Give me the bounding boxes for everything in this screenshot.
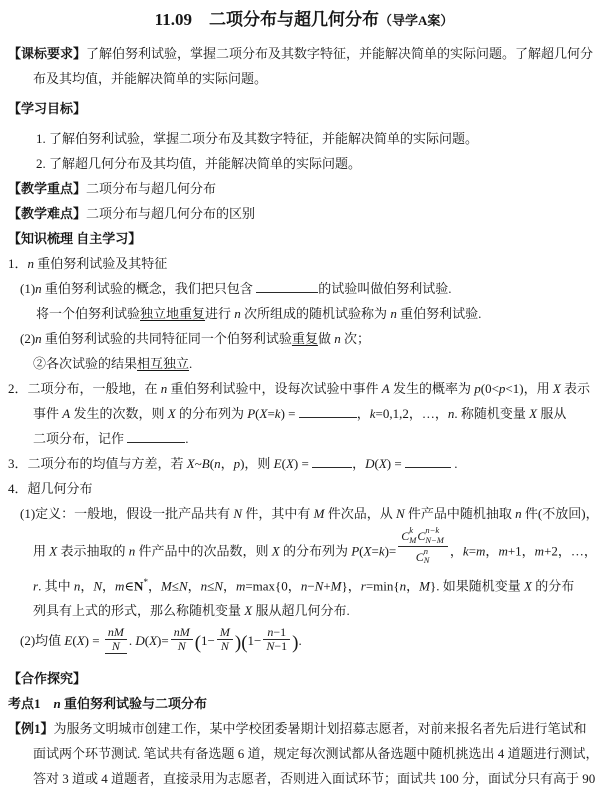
text-run: N (233, 506, 243, 521)
text-run: ∈ (124, 577, 135, 593)
text-run: ， (80, 577, 94, 593)
doc-line (0, 41, 608, 66)
text-run: +2，…， (544, 543, 597, 559)
text-run: . (450, 456, 458, 471)
sup-sub-stack (425, 526, 444, 546)
doc-line (0, 201, 608, 226)
fraction-numerator (171, 626, 193, 640)
text-run: 布及其均值，并能解决简单的实际问题。 (33, 71, 268, 86)
text-run: 的试验叫做伯努利试验. (318, 281, 452, 296)
text-run: X (259, 406, 268, 421)
text-run: 件次品，从 (324, 506, 396, 521)
text-run: C (415, 549, 424, 564)
doc-line (0, 126, 608, 151)
text-run: 服从 (537, 406, 567, 421)
text-run: r (33, 577, 39, 593)
doc-line (0, 598, 608, 623)
text-run: n (234, 306, 241, 321)
text-run: 二项分布与超几何分布 (208, 10, 379, 29)
doc-line (0, 741, 608, 766)
text-run: P (247, 406, 256, 421)
text-run: 发生的概率为 (389, 381, 475, 396)
text-run: 进行 (205, 306, 235, 321)
text-run: M (313, 506, 325, 521)
text-run: m (115, 577, 125, 593)
text-run: . 称随机变量 (454, 406, 530, 421)
text-run: nM (107, 624, 124, 639)
text-run: p (474, 381, 481, 396)
text-run: 2. 了解超几何分布及其均值，并能解决简单的实际问题。 (36, 156, 362, 171)
doc-line (0, 526, 608, 570)
fraction-numerator (263, 626, 290, 640)
text-run: ( (374, 456, 379, 471)
text-run: <1)，用 (505, 381, 553, 396)
text-run: n (447, 406, 455, 421)
fill-blank (299, 403, 357, 418)
text-run: 服从超几何分布. (252, 602, 350, 618)
text-run: 1− (247, 632, 262, 648)
text-run: 表示抽取的 (57, 543, 129, 559)
text-run: − (307, 577, 315, 593)
text-run: 2．二项分布，一般地，在 (8, 381, 161, 396)
doc-line (0, 96, 608, 121)
text-run: 列具有上式的形式，那么称随机变量 (33, 602, 245, 618)
fraction-denominator (398, 547, 448, 567)
doc-line (0, 251, 608, 276)
text-run: n (128, 543, 136, 559)
fill-blank (127, 428, 185, 443)
doc-line (0, 226, 608, 251)
text-run: nM (173, 624, 190, 639)
text-run: 【学习目标】 (8, 101, 87, 116)
subscript: M (409, 534, 417, 545)
text-run: −1 (273, 624, 287, 639)
fraction-denominator (263, 640, 290, 653)
text-run: 的分布 (531, 577, 575, 593)
text-run: 件(不放回)， (521, 506, 599, 521)
text-run: −1 (274, 638, 288, 653)
text-run (192, 10, 209, 29)
text-run: k (274, 406, 281, 421)
text-run: n (300, 577, 308, 593)
text-run: . (185, 431, 189, 446)
text-run: E (273, 456, 282, 471)
text-run: ≤ (207, 577, 215, 593)
text-run: ( (144, 632, 150, 648)
fraction (398, 526, 448, 566)
text-run: ( (281, 456, 286, 471)
text-run: 二项分布与超几何分布的区别 (86, 206, 256, 221)
fraction (217, 626, 233, 653)
text-run: 1− (201, 632, 215, 648)
text-run: =max{0， (245, 577, 301, 593)
text-run: 用 (33, 543, 50, 559)
text-run: 重伯努利试验中，设每次试验中事件 (167, 381, 382, 396)
text-run: X (523, 577, 532, 593)
text-run: n (73, 577, 81, 593)
doc-line (0, 376, 608, 401)
big-paren: ) (234, 632, 242, 654)
text-run: . (189, 356, 193, 371)
text-run: = (371, 543, 379, 559)
text-run: 重伯努利试验. (396, 306, 482, 321)
text-run: A (381, 381, 390, 396)
fraction-denominator (217, 640, 233, 653)
text-run: X (529, 406, 538, 421)
text-run: 件产品中随机抽取 (404, 506, 516, 521)
text-run: )= (384, 543, 397, 559)
text-run: N (93, 577, 103, 593)
text-run: 【例1】 (8, 721, 54, 737)
text-run: ) = (386, 456, 405, 471)
text-run: X (285, 456, 294, 471)
doc-line (0, 623, 608, 662)
text-run: D (365, 456, 375, 471)
text-run: 做 (317, 331, 335, 346)
text-run: N (314, 577, 324, 593)
text-run: . 其中 (38, 577, 74, 593)
text-run: 表示 (560, 381, 591, 396)
text-run: ， (102, 577, 116, 593)
text-run: N (177, 638, 186, 653)
text-run: X (167, 406, 176, 421)
text-run: (1) (20, 281, 36, 296)
fraction-denominator (105, 640, 127, 654)
text-run: k (462, 543, 469, 559)
text-run: 考点1 (8, 696, 54, 712)
text-run: D (135, 632, 145, 648)
text-run: 3．二项分布的均值与方差，若 (8, 456, 187, 471)
text-run: ) = (280, 406, 299, 421)
text-run: 二项分布，记作 (33, 431, 128, 446)
text-run: N (178, 577, 188, 593)
text-run: 1． (8, 256, 28, 271)
big-paren: ( (241, 632, 248, 654)
text-run: . (128, 632, 136, 648)
text-run: X (76, 632, 85, 648)
text-run: X (244, 602, 253, 618)
text-run: M (419, 577, 430, 593)
text-run: N (111, 638, 120, 653)
text-run: X (552, 381, 561, 396)
text-run: 二项分布与超几何分布 (86, 181, 217, 196)
text-run: }. 如果随机变量 (429, 577, 524, 593)
text-run: 发生的次数，则 (70, 406, 168, 421)
text-run: ， (187, 577, 201, 593)
text-run: P (351, 543, 360, 559)
text-run: 了解伯努利试验，掌握二项分布及其数字特征，并能解决简单的实际问题。了解超几何分 (86, 46, 594, 61)
text-run: 独立地重复 (140, 306, 206, 321)
text-run: =min{ (365, 577, 400, 593)
text-run: m (498, 543, 508, 559)
text-run: 为服务文明城市创建工作，某中学校团委暑期计划招募志愿者，对前来报名者先后进行笔试和 (53, 721, 587, 737)
text-run: k (378, 543, 385, 559)
fill-blank (256, 278, 318, 293)
text-run: 相互独立 (137, 356, 190, 371)
text-run: N (214, 577, 223, 593)
text-run: + (323, 577, 331, 593)
text-run: 事件 (33, 406, 63, 421)
doc-line (0, 570, 608, 598)
text-run: )，则 (240, 456, 274, 471)
doc-line (0, 351, 608, 376)
text-run: 将一个伯努利试验 (36, 306, 141, 321)
text-run: ， (222, 577, 236, 593)
text-run: X (186, 456, 195, 471)
fraction (263, 626, 290, 653)
text-run: 件产品中的次品数，则 (135, 543, 272, 559)
doc-line (0, 716, 608, 741)
text-run: C (401, 529, 410, 544)
superscript: n−k (425, 525, 440, 535)
text-run: 重复 (291, 331, 318, 346)
text-run: n (35, 331, 42, 346)
text-run: ( (255, 406, 260, 421)
text-run: ) = (293, 456, 313, 471)
fraction-numerator (105, 626, 127, 640)
text-run: 4．超几何分布 (8, 481, 93, 496)
text-run: 重伯努利试验的概念，我们把只包含 (41, 281, 257, 296)
text-run: ， (220, 456, 234, 471)
page-title (0, 4, 608, 41)
fill-blank (405, 453, 451, 468)
superscript: * (143, 576, 148, 587)
text-run: n (390, 306, 397, 321)
doc-line (0, 276, 608, 301)
doc-line (0, 301, 608, 326)
text-run: X (378, 456, 387, 471)
text-run: 重伯努利试验的共同特征同一个伯努利试验 (41, 331, 292, 346)
text-run: 1. 了解伯努利试验，掌握二项分布及其数字特征，并能解决简单的实际问题。 (36, 131, 479, 146)
big-paren: ( (194, 632, 202, 654)
superscript: n (423, 545, 428, 556)
text-run: n (267, 624, 274, 639)
text-run: )= (157, 632, 169, 648)
text-run: ， (356, 406, 370, 421)
text-run: C (417, 529, 426, 544)
text-run: ( (72, 632, 77, 648)
text-run: ， (449, 543, 463, 559)
text-run: k (369, 406, 376, 421)
fill-blank (312, 453, 352, 468)
sup-sub-stack (424, 547, 430, 567)
text-run: ( (359, 543, 364, 559)
doc-line (0, 691, 608, 716)
doc-line (0, 401, 608, 426)
text-run: 【知识梳理 自主学习】 (8, 231, 142, 246)
text-run: 件，其中有 (242, 506, 314, 521)
text-run: 【合作探究】 (8, 671, 87, 687)
text-run: A (62, 406, 71, 421)
text-run: n (200, 577, 208, 593)
text-run: ②各次试验的结果 (33, 356, 138, 371)
text-run: =0,1,2，…， (375, 406, 448, 421)
text-run: n (53, 696, 61, 712)
text-run: ~ (194, 456, 202, 471)
text-run: 重伯努利试验与二项分布 (60, 696, 208, 712)
big-paren: ) (292, 632, 299, 654)
doc-line (0, 451, 608, 476)
text-run: p (233, 456, 241, 471)
text-run: 【教学难点】 (8, 206, 87, 221)
text-run: (1)定义：一般地，假设一批产品共有 (20, 506, 234, 521)
doc-line (0, 501, 608, 526)
text-run: = (468, 543, 477, 559)
text-run: . (298, 632, 302, 648)
doc-line (0, 151, 608, 176)
text-run: }， (341, 577, 361, 593)
text-run: X (49, 543, 58, 559)
text-run: (0< (480, 381, 499, 396)
text-run: M (160, 577, 172, 593)
text-run: n (160, 381, 168, 396)
fraction (105, 626, 127, 654)
text-run: （导学A案） (378, 13, 454, 28)
doc-line (0, 426, 608, 451)
text-run: (2) (20, 331, 36, 346)
text-run: M (330, 577, 342, 593)
text-run: ， (147, 577, 161, 593)
text-run: n (27, 256, 35, 271)
text-run: m (534, 543, 545, 559)
text-run: X (363, 543, 372, 559)
subscript: N (423, 555, 430, 566)
text-run: n (399, 577, 407, 593)
doc-line (0, 326, 608, 351)
text-run: M (219, 624, 230, 639)
doc-line (0, 176, 608, 201)
text-run: n (334, 331, 341, 346)
fraction (171, 626, 193, 653)
text-run: n (35, 281, 42, 296)
text-run: 11.09 (154, 10, 192, 29)
text-run: N (395, 506, 405, 521)
fraction-numerator (217, 626, 233, 640)
text-run: E (64, 632, 73, 648)
text-run: 次所组成的随机试验称为 (240, 306, 391, 321)
text-run: ( (209, 456, 215, 471)
fraction-numerator (398, 526, 448, 547)
text-run: ， (485, 543, 499, 559)
text-run: 【课标要求】 (8, 46, 87, 61)
text-run: ≤ (171, 577, 179, 593)
doc-line (0, 666, 608, 691)
text-run: = (267, 406, 275, 421)
text-run: m (235, 577, 246, 593)
text-run: 的分布列为 (279, 543, 352, 559)
text-run: 次； (340, 331, 370, 346)
text-run: n (214, 456, 221, 471)
text-run: 重伯努利试验及其特征 (34, 256, 168, 271)
text-run: N (220, 638, 229, 653)
doc-line (0, 66, 608, 91)
doc-line (0, 476, 608, 501)
text-run: N (134, 577, 144, 593)
text-run: (2)均值 (20, 632, 65, 648)
text-run: p (498, 381, 506, 396)
sup-sub-stack (409, 526, 416, 546)
text-run: n (515, 506, 522, 521)
fraction-denominator (171, 640, 193, 653)
text-run: r (360, 577, 366, 593)
text-run: ， (352, 456, 366, 471)
text-run: ， (406, 577, 420, 593)
subscript: N−M (425, 534, 444, 545)
text-run: X (149, 632, 158, 648)
text-run: N (266, 638, 275, 653)
text-run: ) = (84, 632, 103, 648)
text-run: X (271, 543, 280, 559)
text-run: m (476, 543, 486, 559)
superscript: k (409, 525, 414, 535)
text-run: 【教学重点】 (8, 181, 87, 196)
text-run: +1， (507, 543, 535, 559)
text-run: B (201, 456, 210, 471)
text-run: 答对 3 道或 4 道题者，直接录用为志愿者，否则进入面试环节；面试共 100 分，面试分只有高于 90 (33, 771, 596, 787)
text-run: 的分布列为 (175, 406, 248, 421)
doc-line (0, 766, 608, 791)
text-run: 面试两个环节测试. 笔试共有备选题 6 道，规定每次测试都从备选题中随机挑选出 4 道题进行测试， (33, 746, 599, 762)
